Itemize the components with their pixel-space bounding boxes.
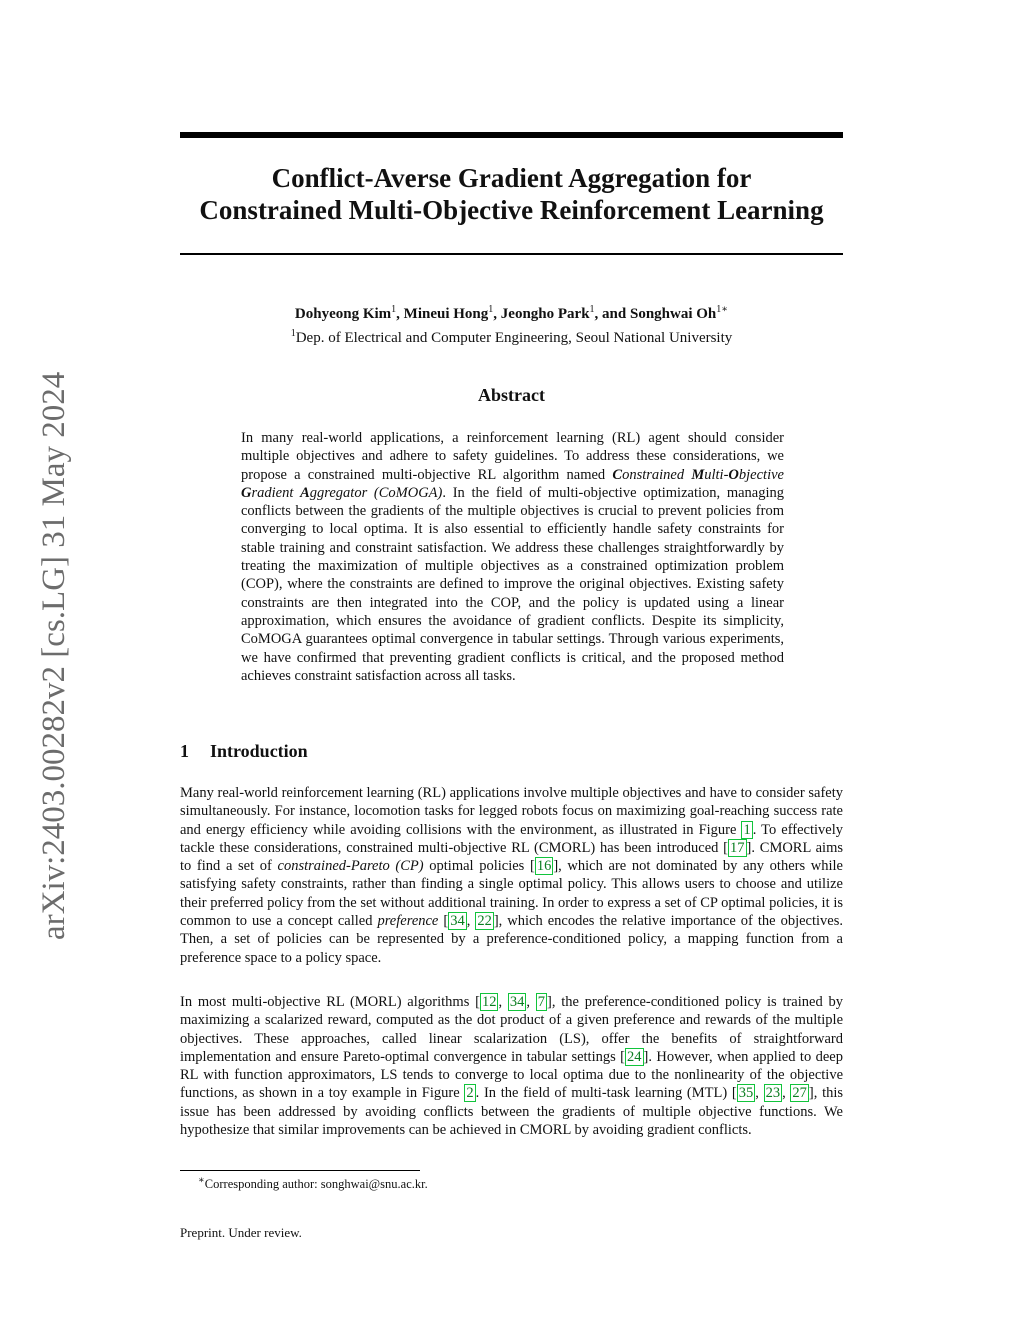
citation-link[interactable]: 16 xyxy=(536,858,552,875)
author-2: Mineui Hong xyxy=(403,306,489,322)
title-line-2: Constrained Multi-Objective Reinforcement Learning xyxy=(199,195,824,225)
arxiv-watermark: arXiv:2403.00282v2 [cs.LG] 31 May 2024 xyxy=(36,371,72,940)
intro-paragraph-2: In most multi-objective RL (MORL) algorithms [ 12 , 34 , 7 ], the preference-conditioned policy is trained by maximizing a scalarized reward, computed as the dot product of a given preference and rewards of the multiple objectives. These approaches, called linear scalarization (LS), offer the benefits of straightforward implementation and ensure Pareto-optimal convergence in tabular settings [ 24 ]. However, when applied to deep RL with function approximators, LS tends to converge to local optima due to the nonlinearity of the objective functions, as shown in a toy example in Figure 2 . In the field of multi-task learning (MTL) [ 35 , 23 , 27 ], this issue has been addressed by avoiding conflicts between the gradients of multiple objective functions. We hypothesize that similar improvements can be achieved in CMORL by avoiding gradient conflicts. xyxy=(180,994,844,1139)
figure-link[interactable]: 2 xyxy=(466,1085,474,1102)
citation-link[interactable]: 22 xyxy=(477,913,492,930)
footnote-rule xyxy=(180,1170,420,1171)
section-heading-introduction: 1 Introduction xyxy=(180,741,308,761)
author-names: Dohyeong Kim$^1$, Mineui Hong$^1$, Jeongho Park$^1$, and Songhwai $Oh^{1∗}$ xyxy=(294,304,729,322)
affiliation: $^1$Dep. of Electrical and Computer Engineering, Seoul National University xyxy=(290,328,733,346)
title-rule-bottom xyxy=(180,253,843,255)
abstract-heading: Abstract xyxy=(478,385,545,405)
author-block xyxy=(180,300,843,348)
preprint-notice: Preprint. Under review. xyxy=(180,1225,302,1240)
title-line-1: Conflict-Averse Gradient Aggregation for xyxy=(271,163,752,193)
citation-link[interactable]: 27 xyxy=(792,1085,807,1102)
citation-link[interactable]: 17 xyxy=(730,839,745,856)
citation-link[interactable]: 12 xyxy=(481,994,497,1010)
citation-link[interactable]: 7 xyxy=(537,994,546,1010)
citation-link[interactable]: 34 xyxy=(509,994,525,1010)
title-rule-top xyxy=(180,132,843,138)
citation-link[interactable]: 23 xyxy=(765,1085,781,1102)
citation-link[interactable]: 24 xyxy=(627,1048,642,1065)
citation-link[interactable]: 35 xyxy=(738,1085,754,1102)
citation-link[interactable]: 34 xyxy=(450,913,465,930)
author-4: and Songhwai Oh xyxy=(602,306,717,322)
author-3: Jeongho Park xyxy=(500,306,590,322)
intro-paragraph-1: Many real-world reinforcement learning (RL) applications involve multiple objectives and have to consider safety simultaneously. For instance, locomotion tasks for legged robots focus on maximizing goal-reaching success rate and energy efficiency while avoiding collisions with the environment, as illustrated in Figure 1 . To effectively tackle these considerations, constrained multi-objective RL (CMORL) has been introduced [ 17 ]. CMORL aims to find a set of constrained-Pareto (CP) optimal policies [ 16 ], which are not dominated by any others while satisfying safety constraints, rather than finding a single optimal policy. This allows users to choose and utilize their preferred policy from the set without additional training. In order to express a set of CP optimal policies, it is common to use a concept called preference [ 34 , 22 ], which encodes the relative importance of the objectives. Then, a set of policies can be represented by a preference-conditioned policy, a mapping function from a preference space to a policy space. xyxy=(180,785,843,966)
figure-link[interactable]: 1 xyxy=(743,821,751,838)
author-1: Dohyeong Kim xyxy=(294,306,392,322)
footnote: ∗Corresponding author: songhwai@snu.ac.kr. xyxy=(198,1175,428,1192)
abstract-text: In many real-world applications, a reinforcement learning (RL) agent should consider multiple objectives and adhere to safety guidelines. To address these considerations, we propose a constrained multi-objective RL algorithm named Constrained Multi-Objective Gradient Aggregator (CoMOGA). In the field of multi-objective optimization, managing conflicts between the gradients of the multiple objectives is crucial to prevent policies from converging to local optima. It is also essential to efficiently handle safety constraints for stable training and constraint satisfaction. We address these challenges straightforwardly by treating the maximization of multiple objectives as a constrained optimization problem (COP), where the constraints are defined to improve the original objectives. Existing safety constraints are then integrated into the COP, and the policy is updated using a linear approximation, which ensures the avoidance of gradient conflicts. Despite its simplicity, CoMOGA guarantees optimal convergence in tabular settings. Through various experiments, we have confirmed that preventing gradient conflicts is critical, and the proposed method achieves constraint satisfaction across all tasks. xyxy=(241,430,784,684)
paper-title xyxy=(180,162,843,226)
